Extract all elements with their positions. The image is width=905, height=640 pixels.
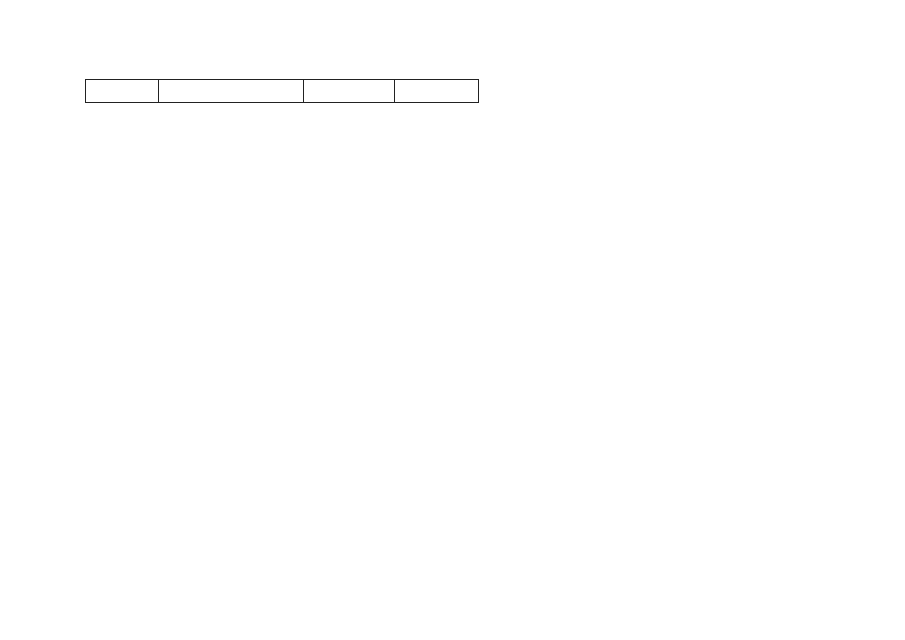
name-cell — [159, 79, 304, 102]
executor-cell — [304, 79, 395, 102]
funding-source-cell — [395, 79, 479, 102]
table-row — [86, 79, 851, 102]
code-cell — [86, 79, 159, 102]
budget-table — [85, 79, 851, 103]
